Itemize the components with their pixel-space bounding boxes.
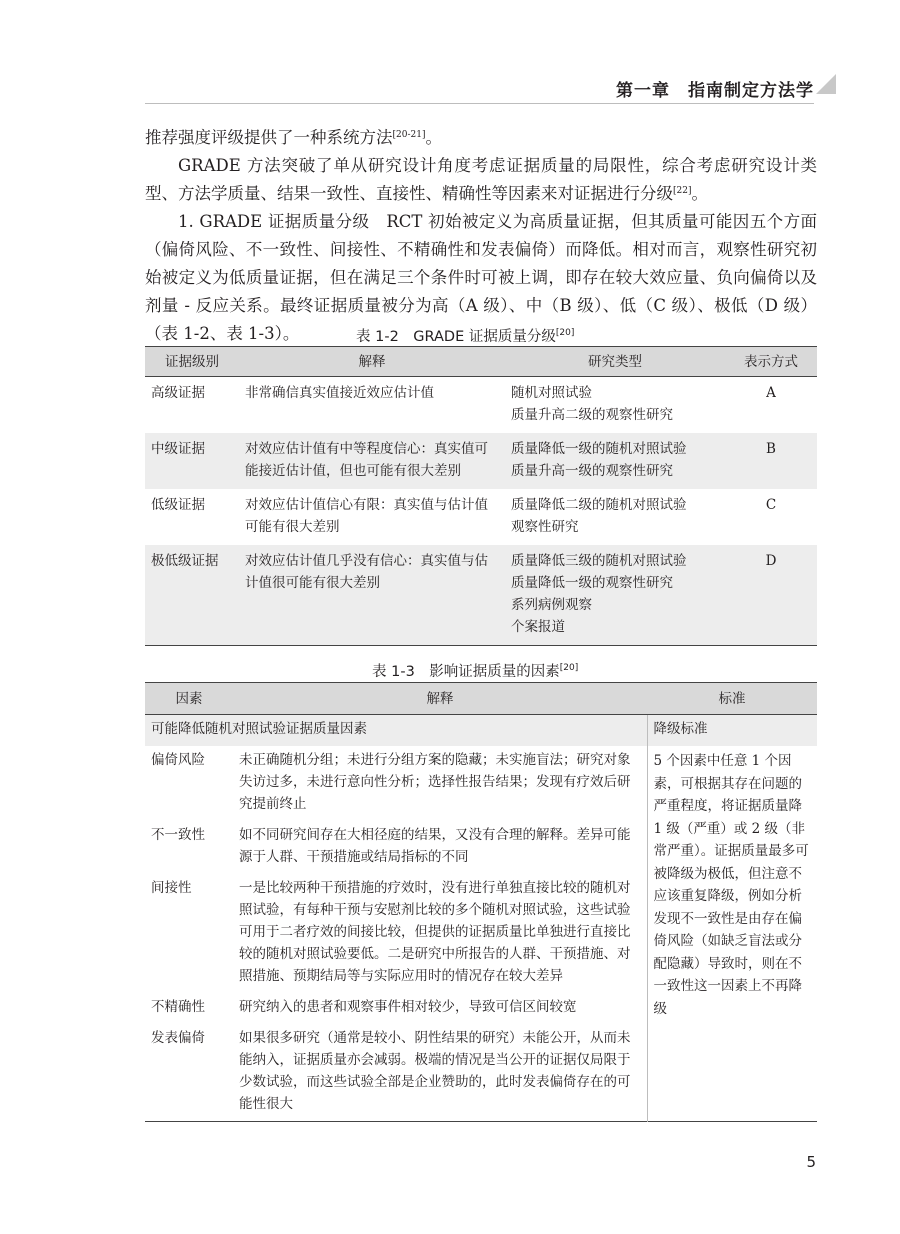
cell-explain: 一是比较两种干预措施的疗效时，没有进行单独直接比较的随机对照试验，有每种干预与安慰剂比较的多个随机对照试验，这些试验可用于二者疗效的间接比较，但提供的证据质量比单独进行直接比较的随机对照试验要低。二是研究中所报告的人群、干预措施、对照措施、预期结局等与实际应用时的情况存在较大差异	[239, 880, 631, 984]
cell-explain: 对效应估计值有中等程度信心：真实值可能接近估计值，但也可能有很大差别	[239, 433, 505, 489]
cell-explain: 研究纳入的患者和观察事件相对较少，导致可信区间较宽	[239, 999, 577, 1015]
study-type: 观察性研究	[511, 519, 579, 535]
cell-types	[505, 433, 725, 489]
header-corner-triangle	[816, 74, 836, 94]
cell-level: 高级证据	[151, 385, 205, 401]
cell-explain: 对效应估计值信心有限：真实值与估计值可能有很大差别	[245, 497, 488, 535]
table-header-row	[145, 347, 817, 377]
study-type: 质量降低一级的随机对照试验	[511, 441, 687, 457]
cell-code: D	[725, 545, 817, 646]
table-1-3-caption-text: 表 1-3 影响证据质量的因素	[372, 664, 560, 680]
table-row	[145, 545, 817, 646]
cell-level: 中级证据	[145, 433, 239, 489]
table-row	[145, 489, 817, 545]
paragraph-2	[145, 152, 817, 208]
study-type: 质量升高一级的观察性研究	[511, 463, 673, 479]
header-code: 表示方式	[725, 347, 817, 377]
study-type: 质量升高二级的观察性研究	[511, 407, 673, 423]
table-row	[145, 746, 817, 821]
cell-code: A	[766, 385, 776, 401]
header-rule	[145, 103, 814, 104]
cell-explain: 如不同研究间存在大相径庭的结果，又没有合理的解释。差异可能源于人群、干预措施或结局指标的不同	[239, 827, 631, 865]
cell-explain: 对效应估计值几乎没有信心：真实值与估计值很可能有很大差别	[239, 545, 505, 646]
cell-code: C	[765, 497, 777, 513]
citation-ref: [20]	[559, 663, 579, 673]
cell-types	[505, 545, 725, 646]
section-standard-label: 降级标准	[647, 715, 817, 747]
cell-explain: 非常确信真实值接近效应估计值	[245, 385, 434, 401]
running-header: 第一章 指南制定方法学	[616, 81, 814, 101]
study-type: 质量降低二级的随机对照试验	[511, 497, 687, 513]
study-type: 随机对照试验	[511, 385, 592, 401]
table-1-2	[145, 346, 817, 646]
page-number: 5	[806, 1153, 816, 1171]
header-explain: 解释	[233, 683, 647, 715]
paragraph-1-text: 推荐强度评级提供了一种系统方法	[145, 128, 393, 147]
table-1-3	[145, 682, 817, 1122]
cell-factor: 不精确性	[145, 993, 233, 1024]
header-explain: 解释	[239, 347, 505, 377]
study-type: 质量降低一级的观察性研究	[511, 575, 673, 591]
cell-types	[505, 377, 725, 434]
citation-ref: [22]	[673, 186, 692, 196]
paragraph-1-end: 。	[425, 128, 442, 147]
cell-level: 极低级证据	[145, 545, 239, 646]
cell-explain: 未正确随机分组；未进行分组方案的隐藏；未实施盲法；研究对象失访过多，未进行意向性分析；选择性报告结果；发现有疗效后研究提前终止	[239, 752, 631, 812]
header-level: 证据级别	[145, 347, 239, 377]
table-row	[145, 377, 817, 434]
paragraph-3: 1. GRADE 证据质量分级 RCT 初始被定义为高质量证据，但其质量可能因五个方面（偏倚风险、不一致性、间接性、不精确性和发表偏倚）而降低。相对而言，观察性研究初始被定义为低质量证据，但在满足三个条件时可被上调，即存在较大效应量、负向偏倚以及剂量 - 反应关系。最终证据质量被分为高（A 级）、中（B 级）、低（C 级）、极低（D 级）（表 1-2、表 1-3）。	[145, 212, 817, 343]
cell-factor: 不一致性	[145, 821, 233, 874]
study-type: 质量降低三级的随机对照试验	[511, 553, 687, 569]
section-row	[145, 715, 817, 747]
study-type: 个案报道	[511, 619, 565, 635]
cell-factor: 偏倚风险	[145, 746, 233, 821]
header-standard: 标准	[647, 683, 817, 715]
cell-standard: 5 个因素中任意 1 个因素，可根据其存在问题的严重程度，将证据质量降 1 级（严重）或 2 级（非常严重）。证据质量最多可被降级为极低，但注意不应该重复降级，例如分析发现不一致性是由存在偏倚风险（如缺乏盲法或分配隐藏）导致时，则在不一致性这一因素上不再降级	[647, 746, 817, 1122]
table-1-2-caption-text: 表 1-2 GRADE 证据质量分级	[356, 329, 556, 345]
citation-ref: [20-21]	[392, 130, 426, 140]
table-header-row	[145, 683, 817, 715]
cell-explain: 如果很多研究（通常是较小、阴性结果的研究）未能公开，从而未能纳入，证据质量亦会减弱。极端的情况是当公开的证据仅局限于少数试验，而这些试验全部是企业赞助的，此时发表偏倚存在的可能性很大	[239, 1030, 631, 1112]
study-type: 系列病例观察	[511, 597, 592, 613]
table-1-3-caption	[372, 660, 578, 681]
table-row	[145, 433, 817, 489]
cell-code: B	[725, 433, 817, 489]
body-text	[145, 124, 817, 348]
citation-ref: [20]	[555, 328, 575, 338]
cell-level: 低级证据	[151, 497, 205, 513]
header-study-type: 研究类型	[505, 347, 725, 377]
section-title: 可能降低随机对照试验证据质量因素	[145, 715, 647, 747]
cell-factor: 发表偏倚	[145, 1024, 233, 1122]
paragraph-2-text: GRADE 方法突破了单从研究设计角度考虑证据质量的局限性，综合考虑研究设计类型、方法学质量、结果一致性、直接性、精确性等因素来对证据进行分级	[145, 156, 817, 203]
table-1-2-caption	[356, 325, 574, 346]
paragraph-1	[145, 124, 817, 152]
cell-types	[505, 489, 725, 545]
header-factor: 因素	[145, 683, 233, 715]
paragraph-2-end: 。	[691, 184, 708, 203]
cell-factor: 间接性	[145, 874, 233, 993]
